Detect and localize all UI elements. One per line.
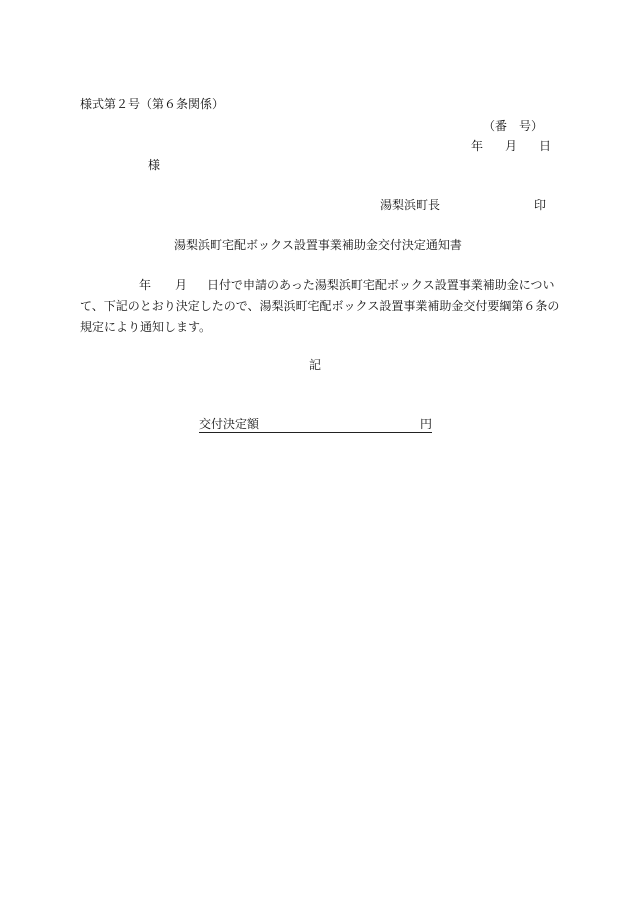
seal-mark: 印 — [534, 198, 547, 212]
grant-amount-unit: 円 — [419, 417, 432, 431]
date-day: 日 — [539, 139, 552, 153]
body-line-3: 規定により通知します。 — [80, 320, 212, 334]
date-year: 年 — [471, 139, 484, 153]
body-year: 年 — [139, 278, 152, 292]
body-line-1 — [80, 275, 555, 296]
body-line-1-text: 日付で申請のあった湯梨浜町宅配ボックス設置事業補助金につい — [207, 278, 555, 292]
form-label: 様式第２号（第６条関係） — [80, 97, 225, 111]
date-month: 月 — [505, 139, 518, 153]
document-number: （番 号） — [483, 119, 544, 133]
addressee-suffix: 様 — [148, 158, 161, 172]
grant-amount-label: 交付決定額 — [199, 417, 260, 431]
ki-marker: 記 — [309, 358, 322, 372]
body-month: 月 — [175, 278, 188, 292]
body-paragraph — [80, 275, 560, 338]
document-title: 湯梨浜町宅配ボックス設置事業補助金交付決定通知書 — [174, 238, 462, 252]
issuer-title: 湯梨浜町長 — [380, 198, 441, 212]
body-line-2: て、下記のとおり決定したので、湯梨浜町宅配ボックス設置事業補助金交付要綱第６条の — [80, 299, 560, 313]
grant-amount-line — [199, 416, 432, 433]
